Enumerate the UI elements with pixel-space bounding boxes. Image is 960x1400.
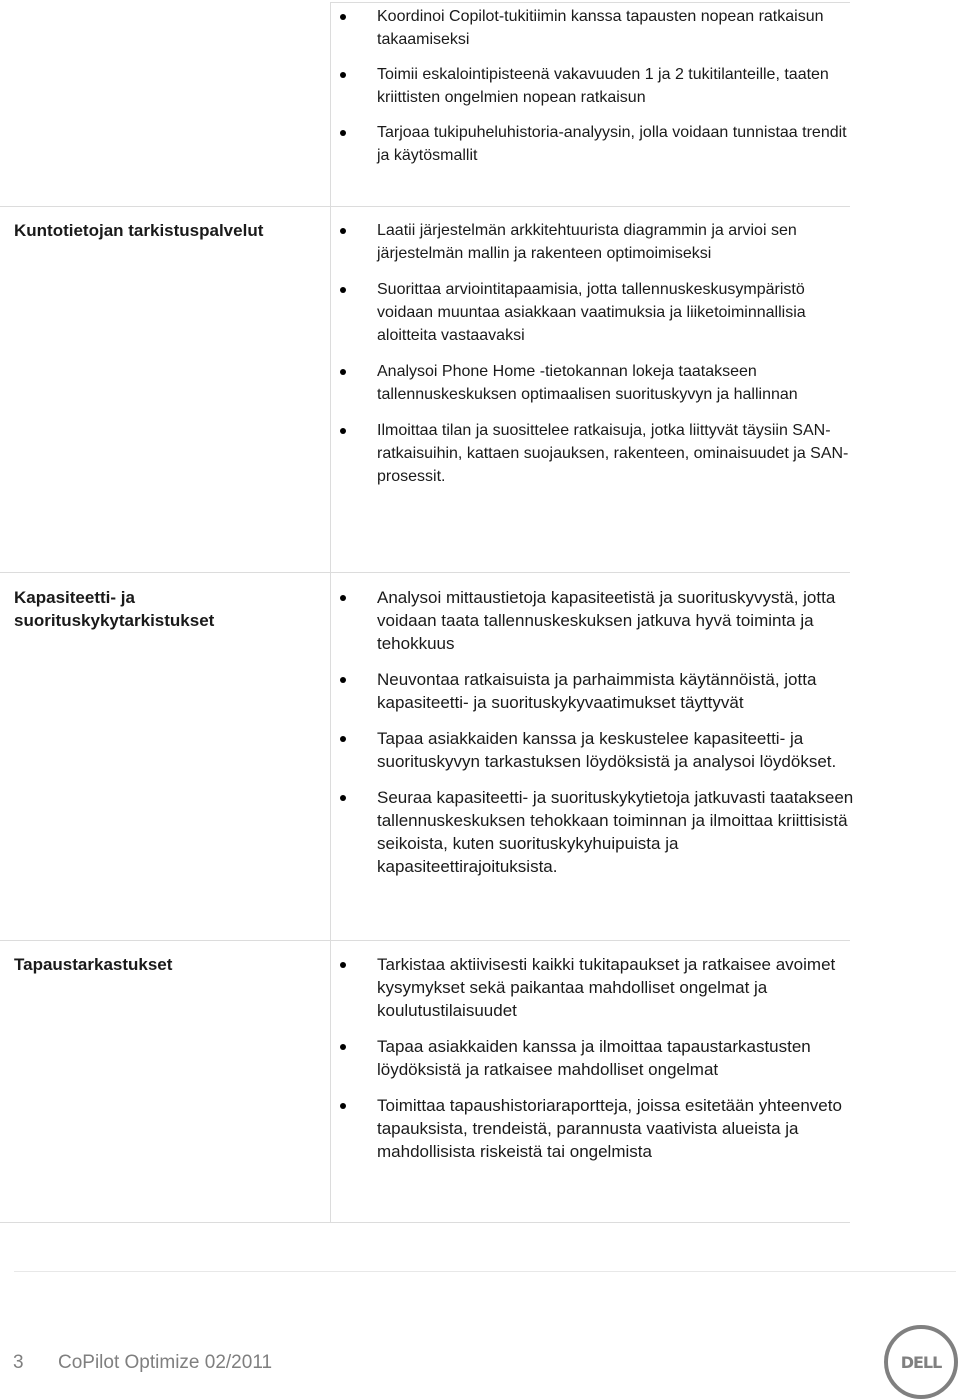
section-label: Kuntotietojan tarkistuspalvelut — [14, 221, 264, 240]
bullet-icon — [340, 228, 346, 234]
row-divider — [0, 940, 850, 941]
list-item — [330, 668, 860, 714]
list-item — [330, 419, 860, 488]
bullet-icon — [340, 428, 346, 434]
bullet-list — [330, 219, 860, 488]
bullet-icon — [340, 14, 346, 20]
list-item-text: Analysoi Phone Home -tietokannan lokeja taatakseen tallennuskeskuksen optimaalisen suorituskyvyn ja hallinnan — [377, 363, 798, 403]
bullet-list — [330, 5, 860, 167]
bullet-icon — [340, 72, 346, 78]
list-item-text: Tarjoaa tukipuheluhistoria-analyysin, jolla voidaan tunnistaa trendit ja käytösmallit — [377, 124, 847, 164]
row-divider — [0, 1222, 850, 1223]
section-label: Tapaustarkastukset — [14, 955, 173, 974]
list-item-text: Neuvontaa ratkaisuista ja parhaimmista käytännöistä, jotta kapasiteetti- ja suorituskykyvaatimukset täyttyvät — [377, 670, 817, 712]
list-item — [330, 121, 860, 167]
list-item — [330, 219, 860, 265]
bullet-icon — [340, 962, 346, 968]
row-divider — [330, 2, 850, 3]
list-item — [330, 5, 860, 51]
bullet-icon — [340, 369, 346, 375]
bullet-icon — [340, 1044, 346, 1050]
list-item-text: Koordinoi Copilot-tukitiimin kanssa tapausten nopean ratkaisun takaamiseksi — [377, 8, 824, 48]
list-item-text: Ilmoittaa tilan ja suosittelee ratkaisuja, jotka liittyvät täysiin SAN-ratkaisuihin, kattaen suojauksen, rakenteen, ominaisuudet ja SAN-prosessit. — [377, 422, 849, 485]
list-item-text: Tapaa asiakkaiden kanssa ja ilmoittaa tapaustarkastusten löydöksistä ja ratkaisee mahdolliset ongelmat — [377, 1037, 811, 1079]
bullet-icon — [340, 1103, 346, 1109]
list-item-text: Laatii järjestelmän arkkitehtuurista diagrammin ja arvioi sen järjestelmän mallin ja rakenteen optimoimiseksi — [377, 222, 797, 262]
row-divider — [0, 572, 850, 573]
list-item — [330, 278, 860, 347]
bullet-list — [330, 586, 860, 878]
bullet-icon — [340, 677, 346, 683]
bullet-icon — [340, 130, 346, 136]
list-item — [330, 360, 860, 406]
list-item — [330, 1035, 860, 1081]
list-item — [330, 63, 860, 109]
footer-divider — [14, 1271, 956, 1272]
list-item — [330, 1094, 860, 1163]
bullet-icon — [340, 795, 346, 801]
list-item-text: Suorittaa arviointitapaamisia, jotta tallennuskeskusympäristö voidaan muuntaa asiakkaan vaatimuksia ja liiketoiminnallisia aloitteita vastaavaksi — [377, 281, 806, 344]
list-item-text: Toimittaa tapaushistoriaraportteja, joissa esitetään yhteenveto tapauksista, trendeistä, parannusta vaativista alueista ja mahdollisista riskeistä tai ongelmista — [377, 1096, 842, 1161]
logo-text: DELL — [900, 1352, 942, 1372]
row-divider — [0, 206, 850, 207]
list-item — [330, 953, 860, 1022]
list-item — [330, 786, 860, 878]
dell-logo-icon — [884, 1325, 958, 1399]
list-item-text: Toimii eskalointipisteenä vakavuuden 1 ja 2 tukitilanteille, taaten kriittisten ongelmien nopean ratkaisun — [377, 66, 829, 106]
bullet-icon — [340, 287, 346, 293]
section-label: Kapasiteetti- ja suorituskykytarkistukset — [14, 588, 215, 630]
bullet-icon — [340, 595, 346, 601]
list-item-text: Tarkistaa aktiivisesti kaikki tukitapaukset ja ratkaisee avoimet kysymykset sekä paikantaa mahdolliset ongelmat ja koulutustilaisuudet — [377, 955, 836, 1020]
list-item — [330, 727, 860, 773]
bullet-list — [330, 953, 860, 1163]
list-item-text: Tapaa asiakkaiden kanssa ja keskustelee kapasiteetti- ja suorituskyvyn tarkastuksen löydöksistä ja analysoi löydökset. — [377, 729, 837, 771]
bullet-icon — [340, 736, 346, 742]
list-item-text: Seuraa kapasiteetti- ja suorituskykytietoja jatkuvasti taatakseen tallennuskeskuksen tehokkaan toiminnan ja ilmoittaa kriittisistä seikoista, kuten suorituskykyhuipuista ja kapasiteettirajoituksista. — [377, 788, 854, 876]
list-item — [330, 586, 860, 655]
footer-title: CoPilot Optimize 02/2011 — [58, 1352, 273, 1373]
page-number: 3 — [13, 1352, 24, 1373]
list-item-text: Analysoi mittaustietoja kapasiteetistä ja suorituskyvystä, jotta voidaan taata tallennuskeskuksen jatkuva hyvä toiminta ja tehokkuus — [377, 588, 836, 653]
